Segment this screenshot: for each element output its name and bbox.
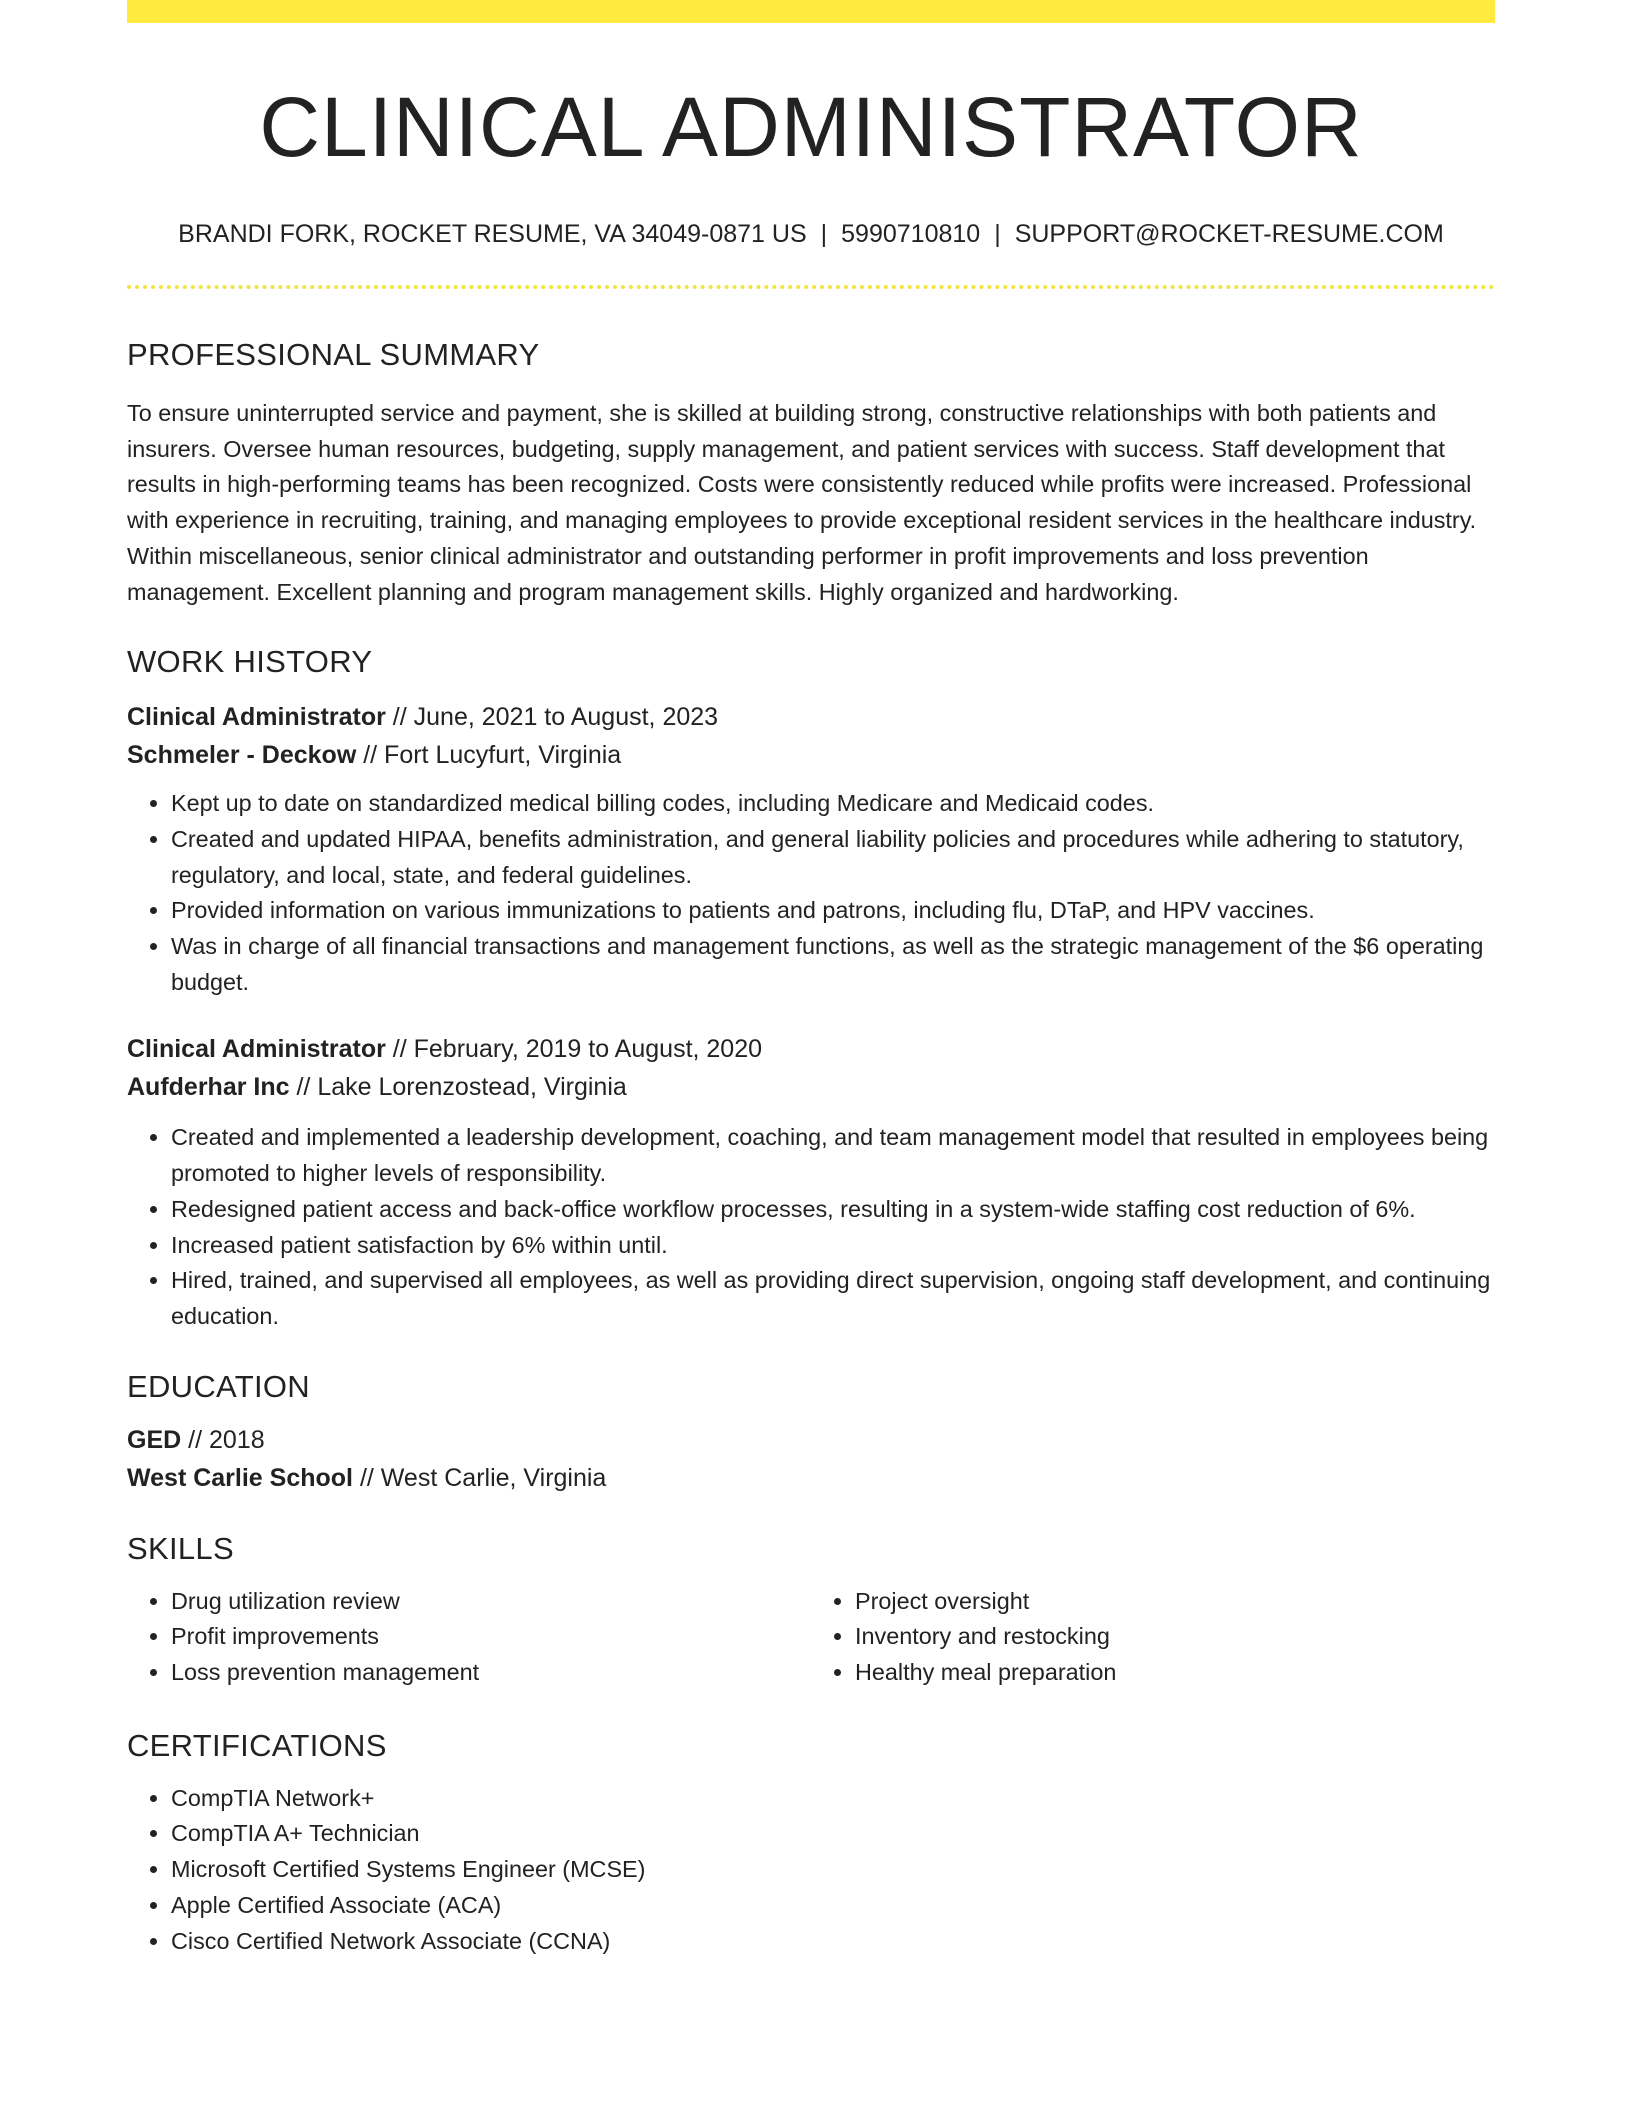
work-history-heading: WORK HISTORY bbox=[127, 644, 373, 680]
job-bullet: • Provided information on various immunizations to patients and patrons, including flu, DTaP, and HPV vaccines. bbox=[171, 893, 1495, 929]
certification-item: • Microsoft Certified Systems Engineer (MCSE) bbox=[171, 1852, 1495, 1888]
skill-item: • Profit improvements bbox=[171, 1619, 811, 1655]
job-company: Aufderhar Inc bbox=[127, 1073, 290, 1102]
job-entry bbox=[127, 1030, 1495, 1334]
job-bullet: • Kept up to date on standardized medical billing codes, including Medicare and Medicaid codes. bbox=[171, 786, 1495, 822]
education-degree: GED bbox=[127, 1425, 182, 1454]
resume-page bbox=[127, 0, 1495, 1959]
summary-heading: PROFESSIONAL SUMMARY bbox=[127, 337, 540, 372]
education-entry bbox=[127, 1421, 1495, 1497]
job-bullet: • Created and updated HIPAA, benefits administration, and general liability policies and procedures while adhering to statutory, regulatory, and local, state, and federal guidelines. bbox=[171, 822, 1495, 893]
skills-columns bbox=[127, 1584, 1495, 1691]
job-bullet: • Redesigned patient access and back-office workflow processes, resulting in a system-wide staffing cost reduction of 6%. bbox=[171, 1192, 1495, 1228]
skills-list-right bbox=[811, 1584, 1495, 1691]
job-bullet: • Increased patient satisfaction by 6% within until. bbox=[171, 1228, 1495, 1264]
contact-line bbox=[127, 222, 1495, 247]
certification-item: • CompTIA Network+ bbox=[171, 1781, 1495, 1817]
contact-email: SUPPORT@ROCKET-RESUME.COM bbox=[1014, 220, 1444, 248]
skill-item: • Healthy meal preparation bbox=[855, 1655, 1495, 1691]
certification-item: • Apple Certified Associate (ACA) bbox=[171, 1888, 1495, 1924]
job-location: // Lake Lorenzostead, Virginia bbox=[296, 1073, 627, 1102]
job-title: Clinical Administrator bbox=[127, 703, 386, 732]
job-company-line bbox=[127, 1068, 1495, 1106]
skill-item: • Loss prevention management bbox=[171, 1655, 811, 1691]
education-degree-line bbox=[127, 1421, 1495, 1459]
certification-item: • Cisco Certified Network Associate (CCNA) bbox=[171, 1924, 1495, 1960]
education-school: West Carlie School bbox=[127, 1463, 353, 1492]
certifications-heading: CERTIFICATIONS bbox=[127, 1727, 387, 1763]
job-bullet: • Was in charge of all financial transactions and management functions, as well as the strategic management of the $6 operating budget. bbox=[171, 929, 1495, 1000]
contact-phone: 5990710810 bbox=[841, 220, 981, 248]
job-title: Clinical Administrator bbox=[127, 1035, 386, 1064]
education-school-line bbox=[127, 1459, 1495, 1497]
job-bullets bbox=[127, 786, 1495, 1000]
job-entry bbox=[127, 698, 1495, 1000]
job-title-line bbox=[127, 1030, 1495, 1068]
skills-list-left bbox=[127, 1584, 811, 1691]
job-dates: // June, 2021 to August, 2023 bbox=[392, 703, 719, 732]
job-title-line bbox=[127, 698, 1495, 736]
skill-item: • Drug utilization review bbox=[171, 1584, 811, 1620]
skills-heading: SKILLS bbox=[127, 1530, 234, 1566]
certification-item: • CompTIA A+ Technician bbox=[171, 1816, 1495, 1852]
job-bullet: • Created and implemented a leadership development, coaching, and team management model that resulted in employees being promoted to higher levels of responsibility. bbox=[171, 1120, 1495, 1191]
contact-separator: | bbox=[820, 220, 828, 248]
education-location: // West Carlie, Virginia bbox=[359, 1463, 607, 1492]
summary-text: To ensure uninterrupted service and payment, she is skilled at building strong, constructive relationships with both patients and insurers. Oversee human resources, budgeting, supply management, and patient services with success. Staff development that results in high-performing teams has been recognized. Costs were consistently reduced while profits were increased. Professional with experience in recruiting, training, and managing employees to provide exceptional resident services in the healthcare industry. Within miscellaneous, senior clinical administrator and outstanding performer in profit improvements and loss prevention management. Excellent planning and program management skills. Highly organized and hardworking. bbox=[127, 400, 1477, 605]
contact-separator: | bbox=[994, 220, 1001, 248]
skill-item: • Project oversight bbox=[855, 1584, 1495, 1620]
job-bullet: • Hired, trained, and supervised all employees, as well as providing direct supervision, ongoing staff development, and continuing education. bbox=[171, 1263, 1495, 1334]
education-year: // 2018 bbox=[188, 1425, 265, 1454]
job-dates: // February, 2019 to August, 2020 bbox=[392, 1035, 763, 1064]
dotted-divider bbox=[127, 285, 1495, 289]
certifications-list bbox=[127, 1781, 1495, 1960]
job-company-line bbox=[127, 736, 1495, 774]
resume-title: CLINICAL ADMINISTRATOR bbox=[259, 80, 1363, 174]
accent-bar bbox=[127, 0, 1495, 23]
job-company: Schmeler - Deckow bbox=[127, 741, 357, 770]
job-bullets bbox=[127, 1120, 1495, 1334]
skill-item: • Inventory and restocking bbox=[855, 1619, 1495, 1655]
education-heading: EDUCATION bbox=[127, 1368, 310, 1404]
job-location: // Fort Lucyfurt, Virginia bbox=[363, 741, 622, 770]
contact-address: BRANDI FORK, ROCKET RESUME, VA 34049-0871 US bbox=[178, 220, 807, 248]
